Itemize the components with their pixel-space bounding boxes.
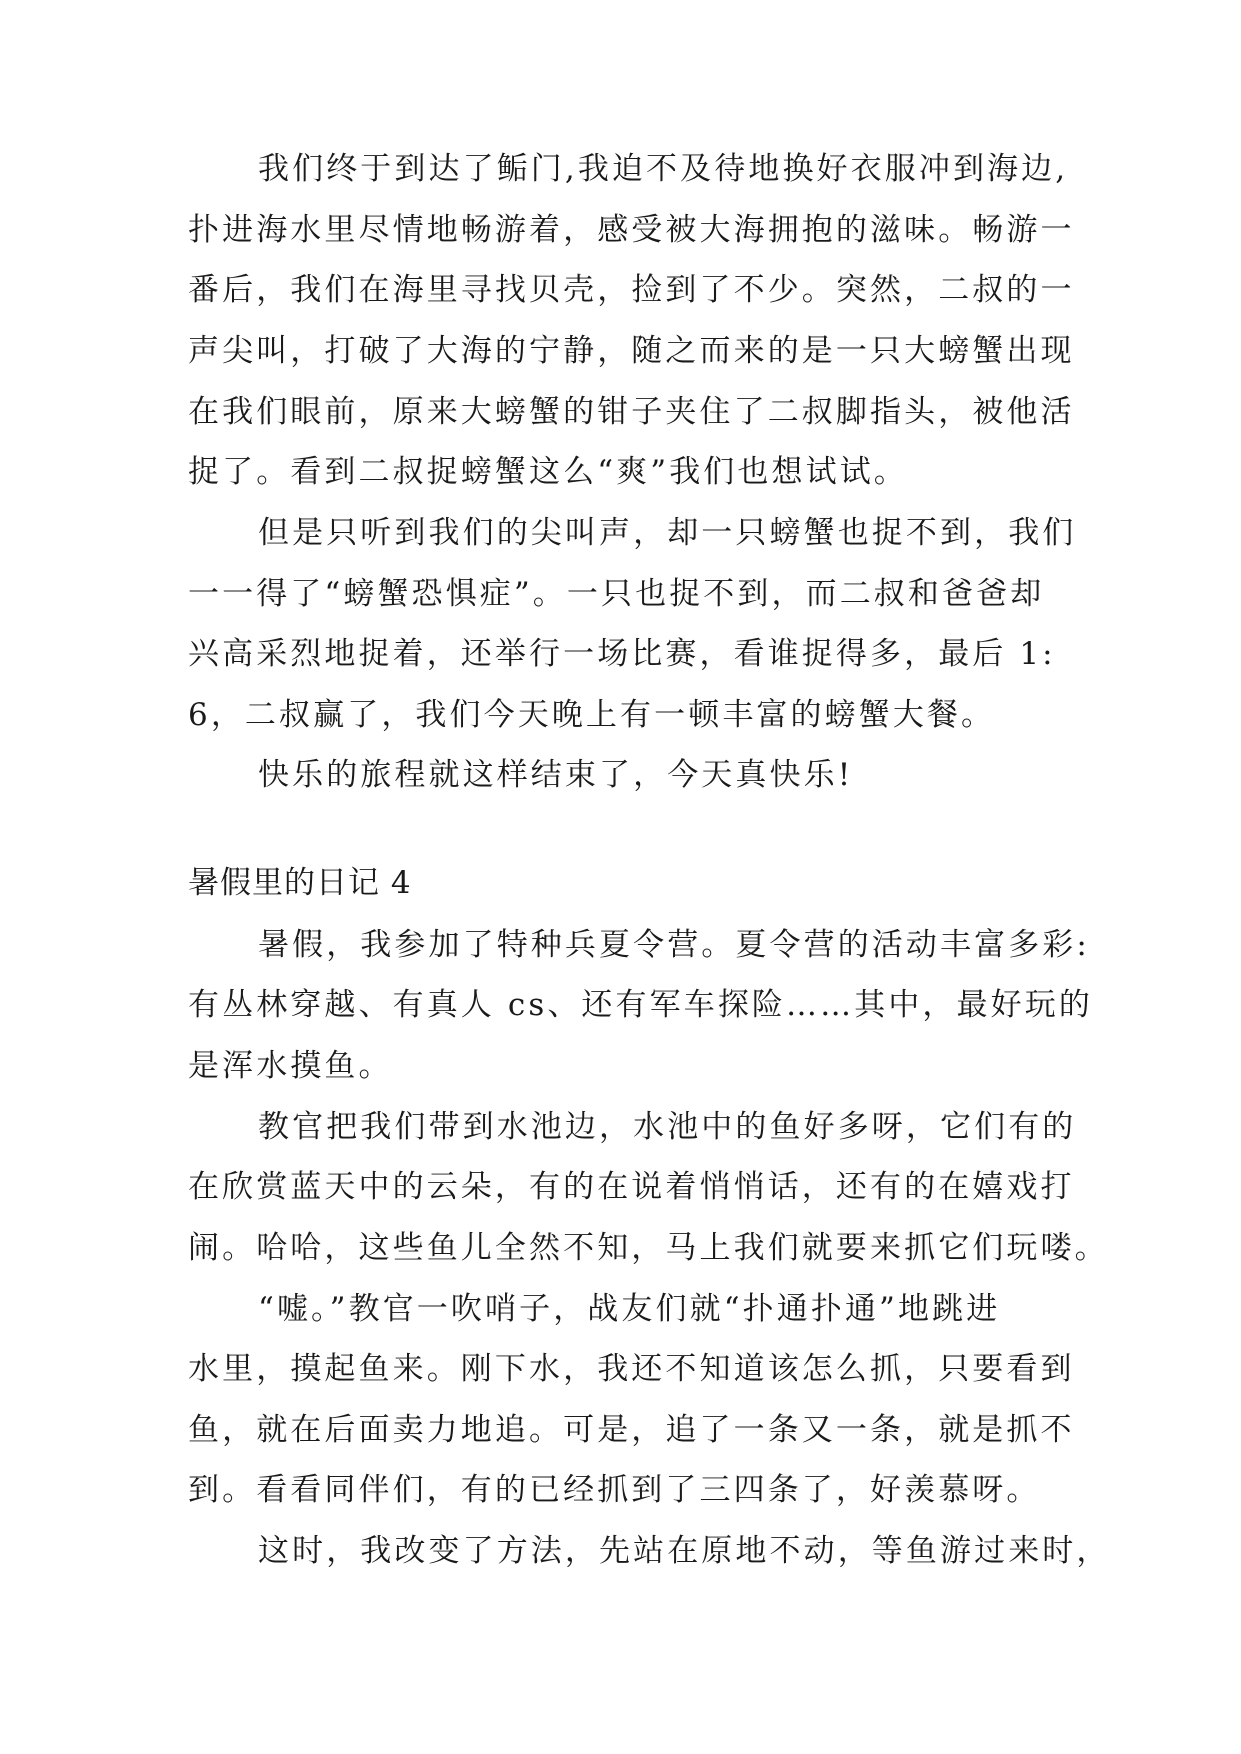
text-line: 我们终于到达了鲘门,我迫不及待地换好衣服冲到海边,	[258, 151, 1069, 187]
text-line: 捉了。看到二叔捉螃蟹这么“爽”我们也想试试。	[188, 454, 908, 490]
text-line: 兴高采烈地捉着，还举行一场比赛，看谁捉得多，最后 1:	[188, 636, 1056, 672]
section-title: 暑假里的日记 4	[188, 865, 412, 901]
text-line: 快乐的旅程就这样结束了，今天真快乐!	[258, 757, 854, 793]
text-line: “嘘。”教官一吹哨子，战友们就“扑通扑通”地跳进	[258, 1291, 1001, 1327]
text-line: 一一得了“螃蟹恐惧症”。一只也捉不到，而二叔和爸爸却	[188, 576, 1045, 612]
text-line: 闹。哈哈，这些鱼儿全然不知，马上我们就要来抓它们玩喽。	[188, 1230, 1109, 1266]
text-line: 6，二叔赢了，我们今天晚上有一顿丰富的螃蟹大餐。	[188, 697, 996, 733]
text-line: 是浑水摸鱼。	[188, 1048, 393, 1084]
text-line: 在我们眼前，原来大螃蟹的钳子夹住了二叔脚指头，被他活	[188, 394, 1075, 430]
text-line: 水里，摸起鱼来。刚下水，我还不知道该怎么抓，只要看到	[188, 1351, 1075, 1387]
text-line: 教官把我们带到水池边，水池中的鱼好多呀，它们有的	[258, 1109, 1077, 1145]
text-line: 这时，我改变了方法，先站在原地不动，等鱼游过来时，	[258, 1533, 1111, 1569]
text-line: 扑进海水里尽情地畅游着，感受被大海拥抱的滋味。畅游一	[188, 212, 1075, 248]
text-line: 番后，我们在海里寻找贝壳，捡到了不少。突然，二叔的一	[188, 272, 1075, 308]
text-line: 鱼，就在后面卖力地追。可是，追了一条又一条，就是抓不	[188, 1412, 1075, 1448]
text-line: 声尖叫，打破了大海的宁静，随之而来的是一只大螃蟹出现	[188, 333, 1075, 369]
text-line: 到。看看同伴们，有的已经抓到了三四条了，好羡慕呀。	[188, 1472, 1041, 1508]
text-line: 暑假，我参加了特种兵夏令营。夏令营的活动丰富多彩:	[258, 927, 1090, 963]
text-line: 但是只听到我们的尖叫声，却一只螃蟹也捉不到，我们	[258, 515, 1077, 551]
text-line: 有丛林穿越、有真人 cs、还有军车探险……其中，最好玩的	[188, 987, 1093, 1023]
text-line: 在欣赏蓝天中的云朵，有的在说着悄悄话，还有的在嬉戏打	[188, 1169, 1075, 1205]
